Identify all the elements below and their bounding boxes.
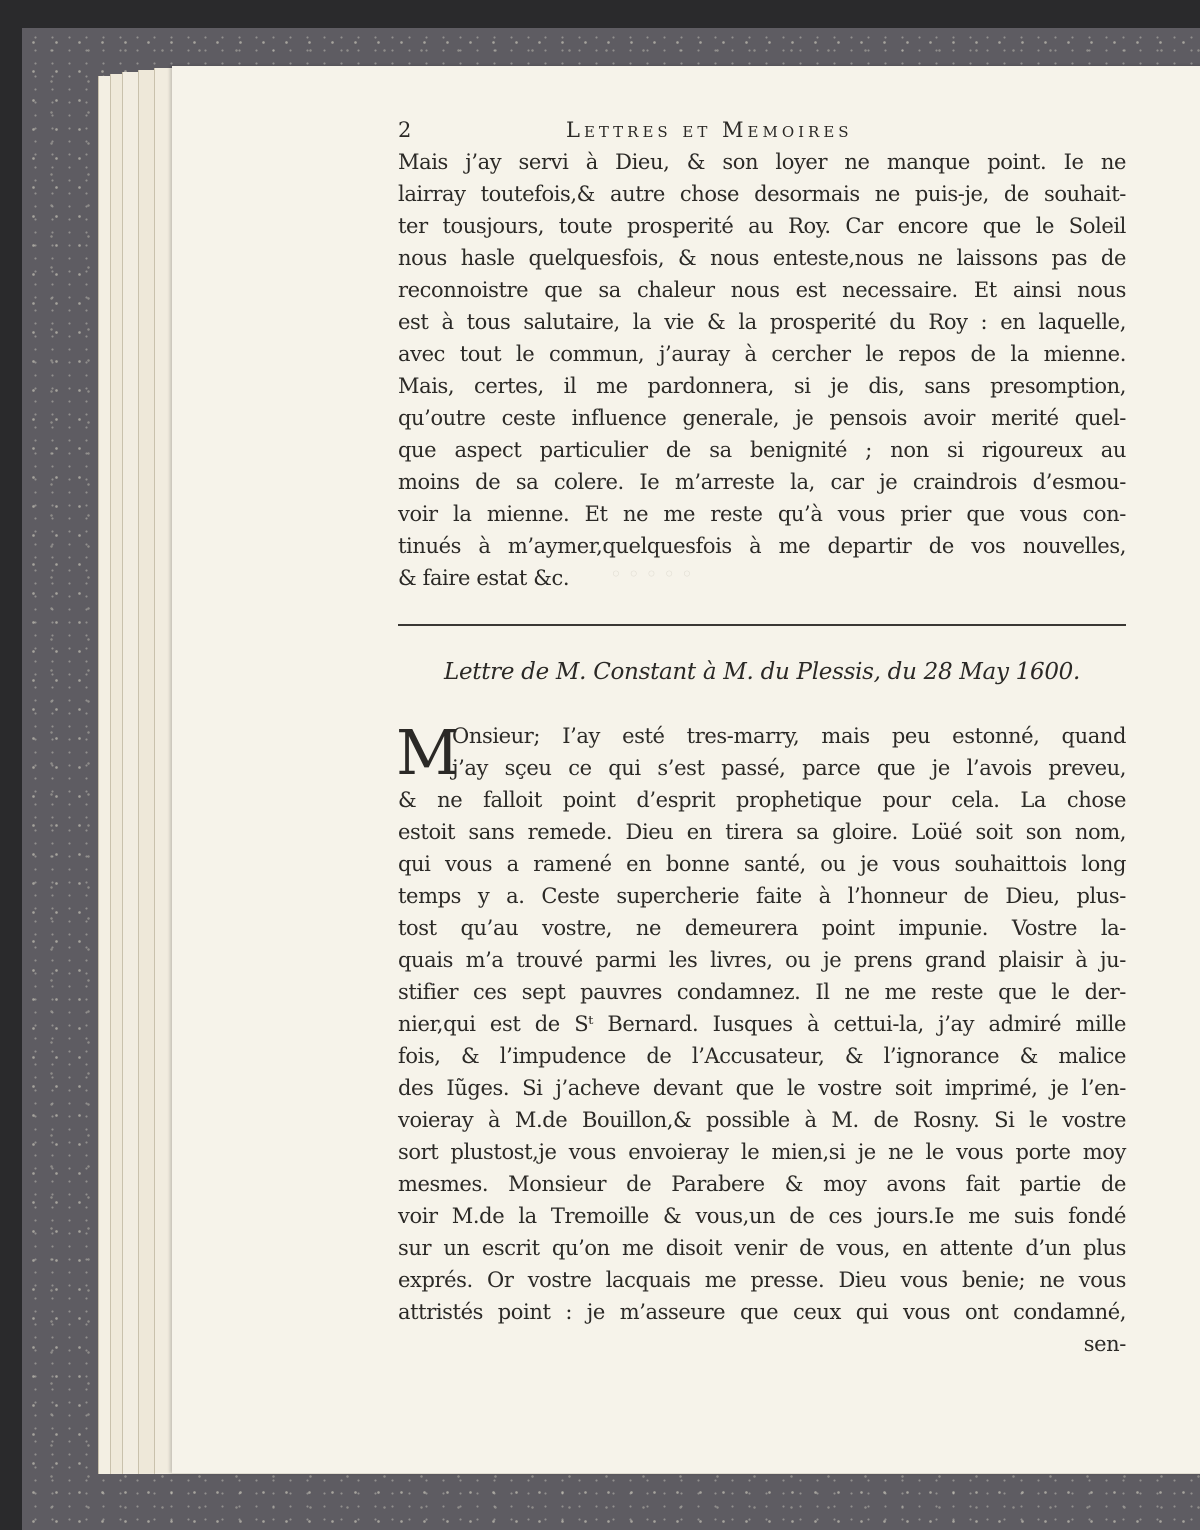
text-line: Mais j’ay servi à Dieu, & son loyer ne manque point. Ie ne (398, 150, 1126, 174)
text-line: des Iũges. Si j’acheve devant que le vostre soit imprimé, je l’en- (398, 1076, 1126, 1100)
letter-body-indented (396, 716, 1126, 789)
text-line: quais m’a trouvé parmi les livres, ou je prens grand plaisir à ju- (398, 948, 1126, 972)
text-line: lairray toutefois,& autre chose desormais ne puis-je, de souhait- (398, 182, 1126, 206)
page-number: 2 (398, 118, 412, 142)
show-through: ◦ ◦ ◦ ◦ ◦ (610, 562, 693, 586)
text-line: reconnoistre que sa chaleur nous est necessaire. Et ainsi nous (398, 278, 1126, 302)
text-line: voir M.de la Tremoille & vous,un de ces jours.Ie me suis fondé (398, 1204, 1126, 1228)
text-line: est à tous salutaire, la vie & la prosperité du Roy : en laquelle, (398, 310, 1126, 334)
letter-body (398, 784, 1126, 1360)
text-line: tinués à m’aymer,quelquesfois à me departir de vos nouvelles, (398, 534, 1126, 558)
text-line: temps y a. Ceste supercherie faite à l’honneur de Dieu, plus- (398, 884, 1126, 908)
letter-heading: Lettre de M. Constant à M. du Plessis, du 28 May 1600. (444, 659, 1080, 685)
text-line: j’ay sçeu ce qui s’est passé, parce que je l’avois preveu, (452, 756, 1126, 780)
text-line: moins de sa colere. Ie m’arreste la, car je craindrois d’esmou- (398, 470, 1126, 494)
body-text-top (398, 146, 1126, 594)
text-line: sur un escrit qu’on me disoit venir de vous, en attente d’un plus (398, 1236, 1126, 1260)
text-line: exprés. Or vostre lacquais me presse. Dieu vous benie; ne vous (398, 1268, 1126, 1292)
text-line: qu’outre ceste influence generale, je pensois avoir merité quel- (398, 406, 1126, 430)
text-line: que aspect particulier de sa benignité ; non si rigoureux au (398, 438, 1126, 462)
text-line: avec tout le commun, j’auray à cercher le repos de la mienne. (398, 342, 1126, 366)
text-line: Mais, certes, il me pardonnera, si je dis, sans presomption, (398, 374, 1126, 398)
text-line: Onsieur; I’ay esté tres-marry, mais peu estonné, quand (452, 724, 1126, 748)
text-line: ter tousjours, toute prosperité au Roy. Car encore que le Soleil (398, 214, 1126, 238)
catchword: sen- (1083, 1332, 1126, 1356)
text-line: stifier ces sept pauvres condamnez. Il ne me reste que le der- (398, 980, 1126, 1004)
text-line: nier,qui est de Sᵗ Bernard. Iusques à cettui-la, j’ay admiré mille (398, 1012, 1126, 1036)
running-head-title: Lettres et Memoires (566, 118, 853, 142)
text-line: attristés point : je m’asseure que ceux qui vous ont condamné, (398, 1300, 1126, 1324)
text-line: estoit sans remede. Dieu en tirera sa gloire. Loüé soit son nom, (398, 820, 1126, 844)
text-line: nous hasle quelquesfois, & nous enteste,nous ne laissons pas de (398, 246, 1126, 270)
text-line: sort plustost,je vous envoieray le mien,si je ne le vous porte moy (398, 1140, 1126, 1164)
text-line: mesmes. Monsieur de Parabere & moy avons fait partie de (398, 1172, 1126, 1196)
text-line: & ne falloit point d’esprit prophetique pour cela. La chose (398, 788, 1126, 812)
text-line: tost qu’au vostre, ne demeurera point impunie. Vostre la- (398, 916, 1126, 940)
section-divider (398, 624, 1126, 626)
text-line: qui vous a ramené en bonne santé, ou je vous souhaittois long (398, 852, 1126, 876)
text-line: & faire estat &c. (398, 566, 570, 590)
text-line: voir la mienne. Et ne me reste qu’à vous prier que vous con- (398, 502, 1126, 526)
text-line: fois, & l’impudence de l’Accusateur, & l’ignorance & malice (398, 1044, 1126, 1068)
text-line: voieray à M.de Bouillon,& possible à M. de Rosny. Si le vostre (398, 1108, 1126, 1132)
drop-cap: M (396, 716, 460, 789)
